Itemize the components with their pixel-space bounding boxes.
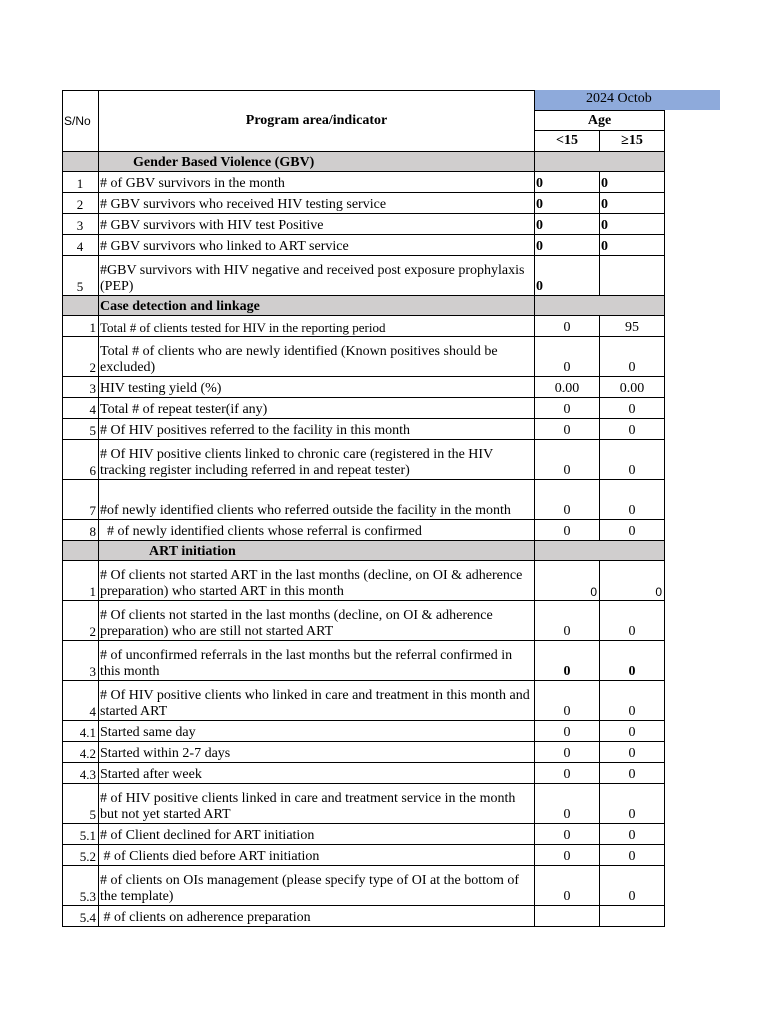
row-sno: 8 — [63, 520, 99, 541]
row-sno: 5 — [63, 784, 99, 824]
value-lt15-cell[interactable]: 0 — [535, 601, 600, 641]
value-ge15-cell[interactable]: 0 — [600, 601, 665, 641]
value-lt15-cell[interactable]: 0.00 — [535, 377, 600, 398]
value-ge15-cell[interactable]: 0 — [600, 398, 665, 419]
row-indicator: # of unconfirmed referrals in the last months but the referral confirmed in this month — [99, 641, 535, 681]
table-row — [63, 721, 665, 742]
age-lt15-header: <15 — [535, 131, 600, 152]
value-lt15-cell[interactable]: 0 — [535, 520, 600, 541]
value-ge15-cell[interactable]: 0 — [600, 214, 665, 235]
table-row — [63, 784, 665, 824]
value-ge15-cell[interactable]: 0 — [600, 845, 665, 866]
row-indicator: # Of clients not started in the last months (decline, on OI & adherence preparation) who are still not started ART — [99, 601, 535, 641]
header-row-period — [63, 91, 665, 111]
table-row — [63, 377, 665, 398]
table-row — [63, 172, 665, 193]
table-row — [63, 316, 665, 337]
row-indicator: Total # of clients who are newly identified (Known positives should be excluded) — [99, 337, 535, 377]
row-indicator: Total # of repeat tester(if any) — [99, 398, 535, 419]
value-ge15-cell[interactable]: 0.00 — [600, 377, 665, 398]
table-row — [63, 845, 665, 866]
value-ge15-cell[interactable]: 0 — [600, 172, 665, 193]
value-lt15-cell[interactable]: 0 — [535, 784, 600, 824]
value-ge15-cell[interactable]: 0 — [600, 193, 665, 214]
value-ge15-cell[interactable]: 0 — [600, 520, 665, 541]
row-sno: 4 — [63, 398, 99, 419]
row-indicator: # of Client declined for ART initiation — [99, 824, 535, 845]
row-sno: 4.3 — [63, 763, 99, 784]
table-row — [63, 681, 665, 721]
value-lt15-cell[interactable]: 0 — [535, 235, 600, 256]
table-row — [63, 561, 665, 601]
value-lt15-cell[interactable]: 0 — [535, 561, 600, 601]
row-indicator: Started within 2-7 days — [99, 742, 535, 763]
value-lt15-cell[interactable]: 0 — [535, 172, 600, 193]
value-lt15-cell[interactable]: 0 — [535, 681, 600, 721]
table-row — [63, 419, 665, 440]
value-lt15-cell[interactable]: 0 — [535, 256, 600, 296]
value-lt15-cell[interactable]: 0 — [535, 845, 600, 866]
row-sno: 1 — [63, 561, 99, 601]
value-lt15-cell[interactable]: 0 — [535, 721, 600, 742]
table-row — [63, 824, 665, 845]
section-title: Gender Based Violence (GBV) — [99, 152, 535, 172]
program-header: Program area/indicator — [99, 91, 535, 152]
row-indicator: HIV testing yield (%) — [99, 377, 535, 398]
value-ge15-cell[interactable]: 0 — [600, 681, 665, 721]
table-row — [63, 742, 665, 763]
row-indicator: # of clients on adherence preparation — [99, 906, 535, 927]
row-sno: 4.1 — [63, 721, 99, 742]
value-ge15-cell[interactable]: 0 — [600, 440, 665, 480]
row-sno: 3 — [63, 641, 99, 681]
value-ge15-cell[interactable]: 0 — [600, 784, 665, 824]
row-indicator: # of HIV positive clients linked in care and treatment service in the month but not yet started ART — [99, 784, 535, 824]
value-lt15-cell[interactable]: 0 — [535, 763, 600, 784]
table-row — [63, 440, 665, 480]
row-indicator: # of Clients died before ART initiation — [99, 845, 535, 866]
section-row-art-initiation — [63, 541, 665, 561]
row-indicator: # Of HIV positive clients who linked in care and treatment in this month and started ART — [99, 681, 535, 721]
row-sno: 1 — [63, 316, 99, 337]
table-row — [63, 214, 665, 235]
value-ge15-cell[interactable]: 0 — [600, 419, 665, 440]
table-row — [63, 906, 665, 927]
table-row — [63, 235, 665, 256]
row-sno: 5.2 — [63, 845, 99, 866]
section-row-gbv — [63, 152, 665, 172]
table-row — [63, 480, 665, 520]
row-indicator: # of clients on OIs management (please specify type of OI at the bottom of the template) — [99, 866, 535, 906]
row-indicator: # GBV survivors with HIV test Positive — [99, 214, 535, 235]
value-ge15-cell[interactable] — [600, 906, 665, 927]
table-row — [63, 398, 665, 419]
row-indicator: #GBV survivors with HIV negative and received post exposure prophylaxis (PEP) — [99, 256, 535, 296]
value-lt15-cell[interactable]: 0 — [535, 214, 600, 235]
row-sno: 4 — [63, 235, 99, 256]
row-indicator: # of GBV survivors in the month — [99, 172, 535, 193]
row-indicator: # Of HIV positives referred to the facility in this month — [99, 419, 535, 440]
value-ge15-cell[interactable]: 0 — [600, 763, 665, 784]
period-header-cell[interactable] — [535, 91, 665, 111]
row-sno: 3 — [63, 377, 99, 398]
row-sno: 3 — [63, 214, 99, 235]
age-ge15-header: ≥15 — [600, 131, 665, 152]
row-sno: 2 — [63, 337, 99, 377]
row-sno: 5 — [63, 419, 99, 440]
row-indicator: Started after week — [99, 763, 535, 784]
row-indicator: # of newly identified clients whose referral is confirmed — [99, 520, 535, 541]
row-sno: 5 — [63, 256, 99, 296]
value-lt15-cell[interactable]: 0 — [535, 316, 600, 337]
value-ge15-cell[interactable]: 0 — [600, 337, 665, 377]
row-indicator: Total # of clients tested for HIV in the reporting period — [99, 316, 535, 337]
value-ge15-cell[interactable]: 0 — [600, 824, 665, 845]
value-ge15-cell[interactable]: 0 — [600, 866, 665, 906]
row-sno: 1 — [63, 172, 99, 193]
value-ge15-cell[interactable]: 95 — [600, 316, 665, 337]
period-label: 2024 Octob — [586, 91, 652, 106]
table-row — [63, 193, 665, 214]
row-sno: 5.1 — [63, 824, 99, 845]
row-sno: 2 — [63, 601, 99, 641]
row-sno: 2 — [63, 193, 99, 214]
table-row — [63, 256, 665, 296]
value-lt15-cell[interactable]: 0 — [535, 641, 600, 681]
value-ge15-cell[interactable]: 0 — [600, 742, 665, 763]
value-ge15-cell[interactable]: 0 — [600, 561, 665, 601]
table-row — [63, 601, 665, 641]
row-indicator: # GBV survivors who received HIV testing service — [99, 193, 535, 214]
table-row — [63, 641, 665, 681]
value-lt15-cell[interactable]: 0 — [535, 824, 600, 845]
age-header: Age — [535, 111, 665, 131]
section-row-case-detection — [63, 296, 665, 316]
row-sno: 7 — [63, 480, 99, 520]
table-row — [63, 520, 665, 541]
row-indicator: # GBV survivors who linked to ART service — [99, 235, 535, 256]
sno-header: S/No — [63, 91, 99, 152]
value-ge15-cell[interactable]: 0 — [600, 480, 665, 520]
row-sno: 5.3 — [63, 866, 99, 906]
row-sno: 6 — [63, 440, 99, 480]
value-lt15-cell[interactable]: 0 — [535, 480, 600, 520]
row-indicator: #of newly identified clients who referred outside the facility in the month — [99, 480, 535, 520]
value-lt15-cell[interactable]: 0 — [535, 742, 600, 763]
table-row — [63, 866, 665, 906]
value-lt15-cell[interactable]: 0 — [535, 419, 600, 440]
value-lt15-cell[interactable]: 0 — [535, 440, 600, 480]
section-title: Case detection and linkage — [99, 296, 535, 316]
value-ge15-cell[interactable] — [600, 256, 665, 296]
section-title: ART initiation — [99, 541, 535, 561]
value-lt15-cell[interactable]: 0 — [535, 398, 600, 419]
table-row — [63, 763, 665, 784]
report-sheet — [62, 90, 665, 927]
value-lt15-cell[interactable]: 0 — [535, 193, 600, 214]
row-sno: 4.2 — [63, 742, 99, 763]
value-ge15-cell[interactable]: 0 — [600, 235, 665, 256]
value-lt15-cell[interactable]: 0 — [535, 866, 600, 906]
indicator-table — [62, 90, 665, 927]
value-lt15-cell[interactable]: 0 — [535, 337, 600, 377]
row-sno: 5.4 — [63, 906, 99, 927]
value-lt15-cell[interactable] — [535, 906, 600, 927]
row-indicator: Started same day — [99, 721, 535, 742]
row-indicator: # Of HIV positive clients linked to chronic care (registered in the HIV tracking register including referred in and repeat tester) — [99, 440, 535, 480]
value-ge15-cell[interactable]: 0 — [600, 721, 665, 742]
value-ge15-cell[interactable]: 0 — [600, 641, 665, 681]
row-sno: 4 — [63, 681, 99, 721]
row-indicator: # Of clients not started ART in the last months (decline, on OI & adherence preparation) who started ART in this month — [99, 561, 535, 601]
table-row — [63, 337, 665, 377]
